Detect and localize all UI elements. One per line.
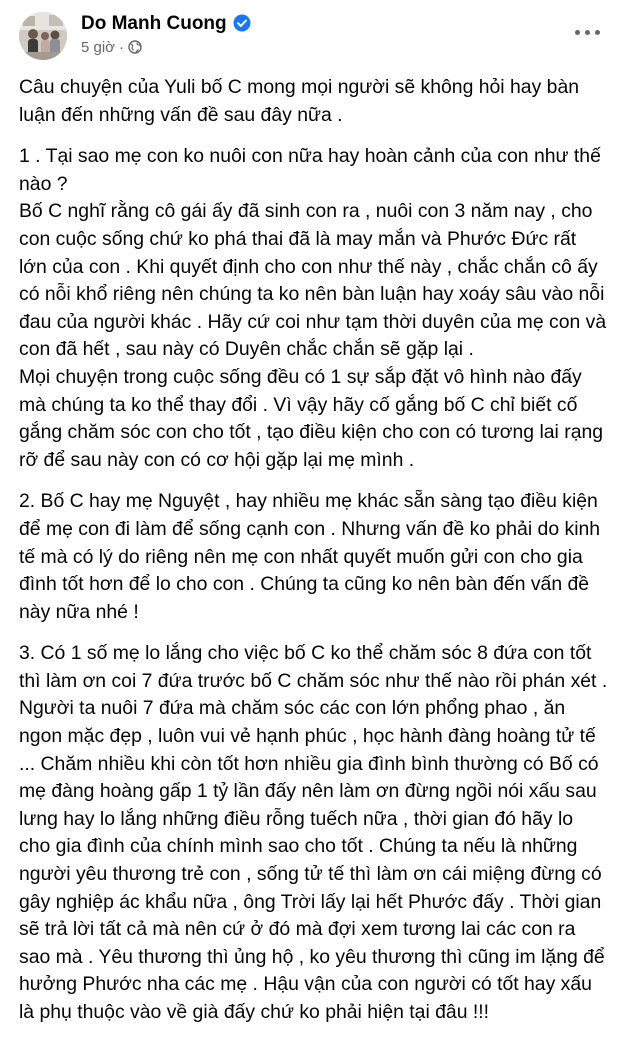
post-paragraph-intro: Câu chuyện của Yuli bố C mong mọi người sẽ không hỏi hay bàn luận đến những vấn đề sau đây nữa . xyxy=(19,76,580,126)
post-meta xyxy=(81,39,142,57)
more-dot-icon xyxy=(595,30,600,35)
avatar-photo-icon xyxy=(19,12,67,60)
verified-badge-icon xyxy=(233,14,251,32)
author-name-text[interactable]: Do Manh Cuong xyxy=(81,13,227,34)
post-paragraph-1: 1 . Tại sao mẹ con ko nuôi con nữa hay hoàn cảnh của con như thế nào ? Bố C nghĩ rằng cô gái ấy đã sinh con ra , nuôi con 3 năm nay , cho con cuộc sống chứ ko phá thai đã là may mắn và Phước Đức rất lớn của con . Khi quyết định cho con như thế này , chắc chắn cô ấy có nỗi khổ riêng nên chúng ta ko nên bàn luận hay xoáy sâu vào nỗi đau của người khác . Hãy cứ coi như tạm thời duyên của mẹ con và con đã hết , sau này có Duyên chắc chắn sẽ gặp lại . Mọi chuyện trong cuộc sống đều có 1 sự sắp đặt vô hình nào đấy mà chúng ta ko thể thay đổi . Vì vậy hãy cố gắng bố C chỉ biết cố gắng chăm sóc con cho tốt , tạo điều kiện cho con có tương lai rạng rỡ để sau này con có cơ hội gặp lại mẹ mình . xyxy=(19,145,607,471)
post-body xyxy=(19,74,609,1041)
globe-icon[interactable] xyxy=(128,40,142,54)
avatar[interactable] xyxy=(19,12,67,60)
author-name[interactable] xyxy=(81,12,251,36)
more-dot-icon xyxy=(575,30,580,35)
more-dot-icon xyxy=(585,30,590,35)
more-options-button[interactable] xyxy=(574,22,602,42)
meta-separator: · xyxy=(119,39,125,56)
post-header xyxy=(0,0,620,70)
post-paragraph-2: 2. Bố C hay mẹ Nguyệt , hay nhiều mẹ khác sẵn sàng tạo điều kiện để mẹ con đi làm để sống cạnh con . Nhưng vấn đề ko phải do kinh tế mà có lý do riêng nên mẹ con nhất quyết muốn gửi con cho gia đình tốt hơn để lo cho con . Chúng ta cũng ko nên bàn đến vấn đề này nữa nhé ! xyxy=(19,490,601,623)
post-paragraph-3: 3. Có 1 số mẹ lo lắng cho việc bố C ko thể chăm sóc 8 đứa con tốt thì làm ơn coi 7 đứa trước bố C chăm sóc như thế nào rồi phán xét . Người ta nuôi 7 đứa mà chăm sóc các con lớn phổng phao , ăn ngon mặc đẹp , luôn vui vẻ hạnh phúc , học hành đàng hoàng tử tế ... Chăm nhiều khi còn tốt hơn nhiều gia đình bình thường có Bố có mẹ đàng hoàng gấp 1 tỷ lần đấy nên làm ơn đừng ngồi nói xấu sau lưng hay lo lắng những điều rỗng tuếch nữa , thời gian đó hãy lo cho gia đình của chính mình sao cho tốt . Chúng ta nếu là những người yêu thương trẻ con , sống tử tế thì làm ơn cái miệng đừng có gây nghiệp ác khẩu nữa , ông Trời lấy lại hết Phước đấy . Thời gian sẽ trả lời tất cả mà nên cứ ở đó mà đợi xem tương lai các con ra sao mà . Yêu thương thì ủng hộ , ko yêu thương thì cũng im lặng để hưởng Phước nha các mẹ . Hậu vận của con người có tốt hay xấu là phụ thuộc vào về già đấy chứ ko phải hiện tại đâu !!! xyxy=(19,642,608,1023)
post-time[interactable]: 5 giờ xyxy=(81,39,116,56)
